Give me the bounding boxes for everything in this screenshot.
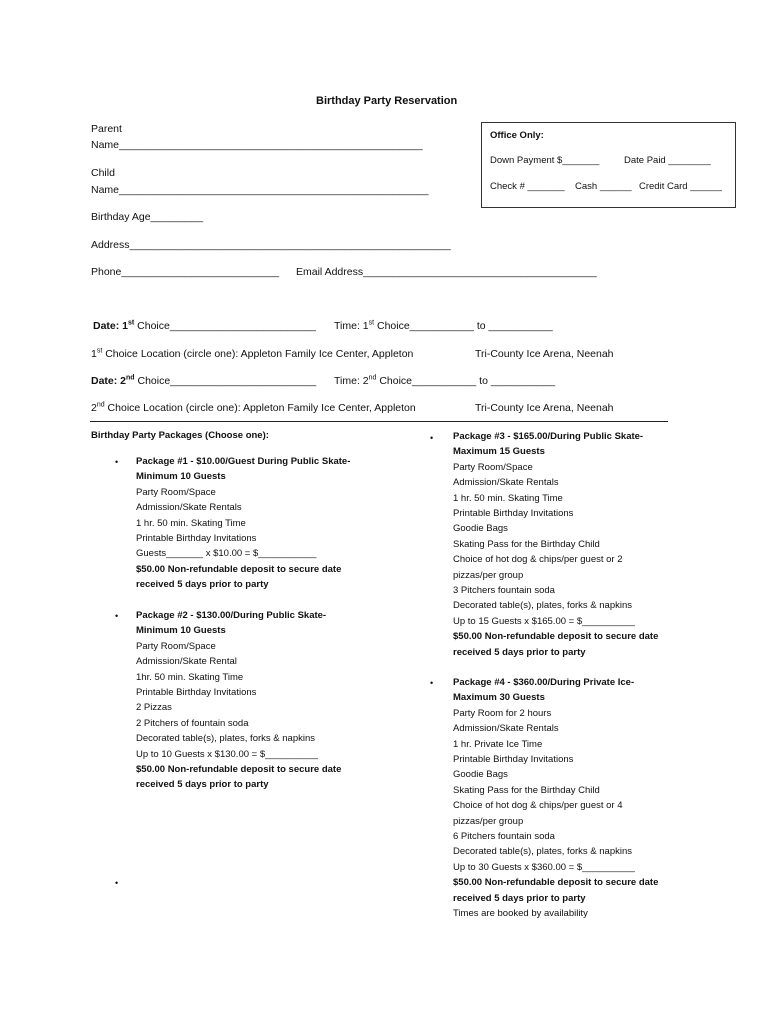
list-item: 1hr. 50 min. Skating Time — [136, 671, 244, 683]
birthday-age-field[interactable]: Birthday Age_________ — [91, 211, 204, 223]
page-title: Birthday Party Reservation — [316, 95, 458, 107]
email-field[interactable]: Email Address________________________________________ — [296, 266, 597, 278]
date-first-choice-field[interactable]: Date: 1st Choice_________________________ — [93, 319, 316, 332]
list-item: 2 Pitchers of fountain soda — [136, 717, 249, 729]
list-item: Goodie Bags — [453, 769, 508, 781]
deposit-note: $50.00 Non-refundable deposit to secure date — [453, 877, 659, 889]
first-choice-location-alt[interactable]: Tri-County Ice Arena, Neenah — [475, 348, 614, 360]
child-name-field[interactable]: Name_____________________________________________________ — [91, 184, 429, 196]
list-item: 2 Pizzas — [136, 702, 172, 714]
parent-label: Parent — [91, 123, 122, 135]
list-item: Admission/Skate Rental — [136, 656, 237, 668]
deposit-note: received 5 days prior to party — [453, 646, 586, 658]
list-item: Choice of hot dog & chips/per guest or 2 — [453, 554, 623, 566]
list-item: Admission/Skate Rentals — [136, 502, 242, 514]
list-item: Decorated table(s), plates, forks & napkins — [453, 600, 633, 612]
list-item: pizzas/per group — [453, 815, 524, 827]
bullet-icon: • — [115, 878, 119, 888]
list-item: Printable Birthday Invitations — [136, 687, 257, 699]
packages-heading: Birthday Party Packages (Choose one): — [91, 430, 269, 441]
time-second-choice-field[interactable]: Time: 2nd Choice___________ to ___________ — [334, 374, 556, 387]
package-4[interactable] — [453, 675, 658, 922]
second-choice-location: 2nd Choice Location (circle one): Appleton Family Ice Center, Appleton — [91, 401, 416, 414]
deposit-note: $50.00 Non-refundable deposit to secure date — [453, 631, 659, 643]
list-item: Decorated table(s), plates, forks & napkins — [453, 846, 633, 858]
package-title: Minimum 10 Guests — [136, 471, 226, 483]
list-item: Admission/Skate Rentals — [453, 477, 559, 489]
deposit-note: $50.00 Non-refundable deposit to secure date — [136, 563, 342, 575]
address-field[interactable]: Address_______________________________________________________ — [91, 239, 451, 251]
availability-note: Times are booked by availability — [453, 908, 588, 920]
second-choice-location-alt[interactable]: Tri-County Ice Arena, Neenah — [475, 402, 614, 414]
list-item: Decorated table(s), plates, forks & napkins — [136, 733, 316, 745]
package-title: Maximum 30 Guests — [453, 692, 545, 704]
guests-field[interactable]: Up to 15 Guests x $165.00 = $__________ — [453, 615, 635, 627]
parent-name-field[interactable]: Name____________________________________________________ — [91, 139, 423, 151]
date-second-choice-field[interactable]: Date: 2nd Choice_________________________ — [91, 374, 317, 387]
list-item: Party Room/Space — [453, 461, 533, 473]
first-choice-location: 1st Choice Location (circle one): Appleton Family Ice Center, Appleton — [91, 347, 414, 360]
time-first-choice-field[interactable]: Time: 1st Choice___________ to ___________ — [334, 319, 553, 332]
package-1[interactable] — [136, 454, 350, 593]
list-item: Printable Birthday Invitations — [136, 533, 257, 545]
bullet-icon: • — [430, 678, 434, 688]
guests-field[interactable]: Guests_______ x $10.00 = $___________ — [136, 548, 317, 560]
bullet-icon: • — [115, 457, 119, 467]
credit-card-field[interactable]: Credit Card ______ — [639, 181, 722, 192]
check-number-field[interactable]: Check # _______ — [490, 181, 565, 192]
date-paid-field[interactable]: Date Paid ________ — [624, 155, 711, 166]
section-divider — [90, 421, 668, 422]
guests-field[interactable]: Up to 30 Guests x $360.00 = $__________ — [453, 861, 635, 873]
list-item: Skating Pass for the Birthday Child — [453, 784, 600, 796]
list-item: 1 hr. 50 min. Skating Time — [136, 517, 246, 529]
cash-field[interactable]: Cash ______ — [575, 181, 632, 192]
list-item: Skating Pass for the Birthday Child — [453, 538, 600, 550]
list-item: Party Room/Space — [136, 486, 216, 498]
bullet-icon: • — [115, 611, 119, 621]
list-item: 1 hr. Private Ice Time — [453, 738, 543, 750]
package-title: Package #4 - $360.00/During Private Ice- — [453, 677, 635, 688]
phone-field[interactable]: Phone___________________________ — [91, 266, 280, 278]
deposit-note: received 5 days prior to party — [136, 579, 269, 591]
list-item: 1 hr. 50 min. Skating Time — [453, 492, 563, 504]
list-item: Party Room for 2 hours — [453, 707, 552, 719]
list-item: pizzas/per group — [453, 569, 524, 581]
deposit-note: $50.00 Non-refundable deposit to secure date — [136, 764, 342, 776]
package-3[interactable] — [453, 429, 658, 660]
package-title: Package #1 - $10.00/Guest During Public Skate- — [136, 456, 351, 467]
package-2[interactable] — [136, 608, 341, 793]
package-title: Package #2 - $130.00/During Public Skate- — [136, 610, 327, 621]
list-item: Choice of hot dog & chips/per guest or 4 — [453, 800, 623, 812]
list-item: 3 Pitchers fountain soda — [453, 585, 555, 597]
bullet-icon: • — [430, 433, 434, 443]
list-item: Admission/Skate Rentals — [453, 723, 559, 735]
list-item: Printable Birthday Invitations — [453, 754, 574, 766]
down-payment-field[interactable]: Down Payment $_______ — [490, 155, 600, 166]
list-item: 6 Pitchers fountain soda — [453, 831, 555, 843]
list-item: Goodie Bags — [453, 523, 508, 535]
list-item: Printable Birthday Invitations — [453, 508, 574, 520]
office-heading: Office Only: — [490, 130, 544, 141]
deposit-note: received 5 days prior to party — [136, 779, 269, 791]
list-item: Party Room/Space — [136, 640, 216, 652]
package-title: Minimum 10 Guests — [136, 625, 226, 637]
child-label: Child — [91, 167, 115, 179]
package-title: Package #3 - $165.00/During Public Skate- — [453, 431, 644, 442]
package-title: Maximum 15 Guests — [453, 446, 545, 458]
guests-field[interactable]: Up to 10 Guests x $130.00 = $__________ — [136, 748, 318, 760]
deposit-note: received 5 days prior to party — [453, 892, 586, 904]
